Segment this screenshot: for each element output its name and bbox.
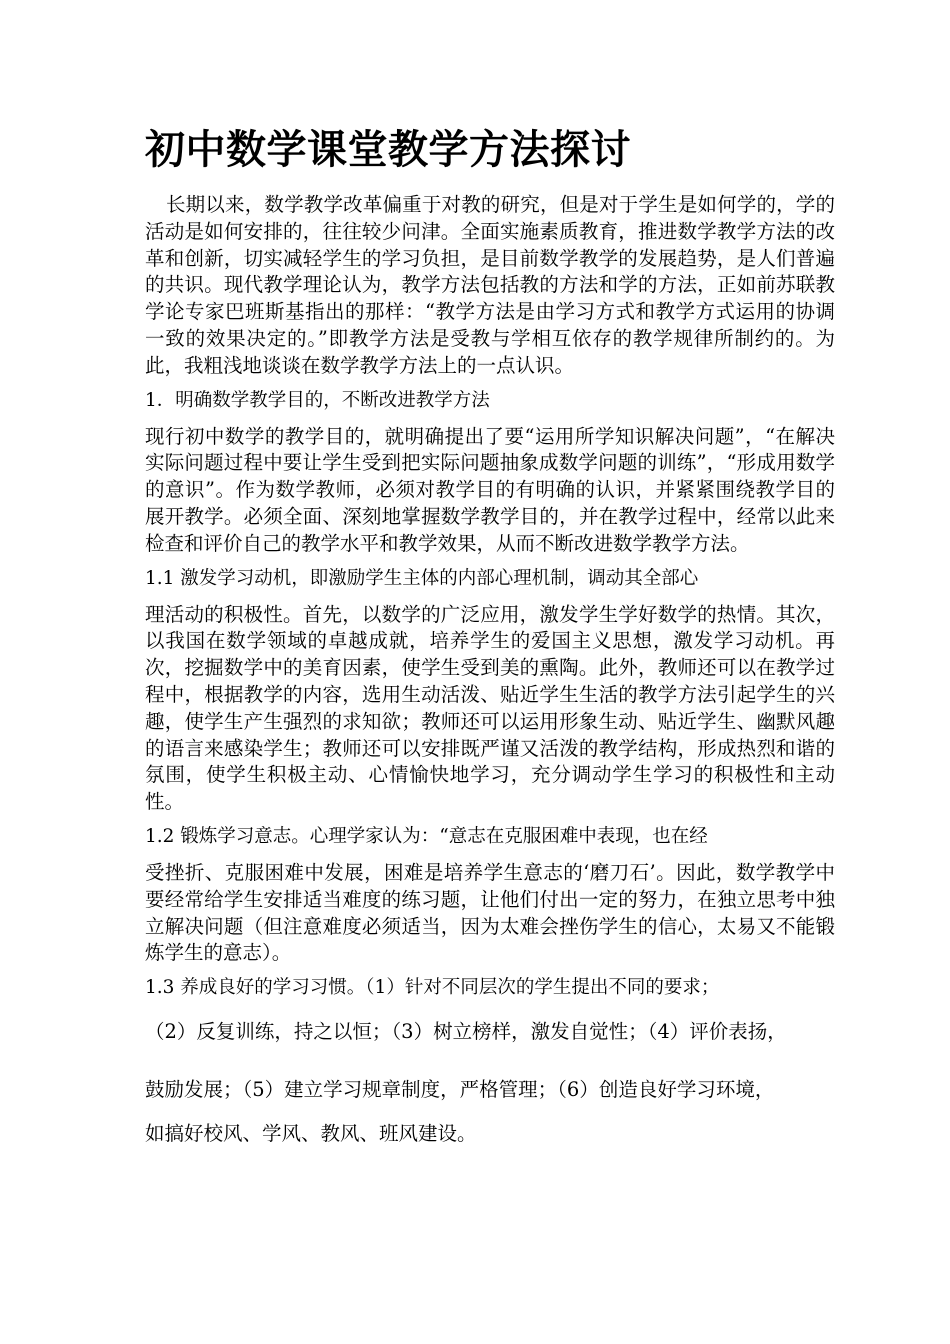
subsection-1-3-line-3: 鼓励发展；（5）建立学习规章制度，严格管理；（6）创造良好学习环境， <box>145 1078 775 1102</box>
subsection-1-1-lead: 1.1 激发学习动机，即激励学生主体的内部心理机制，调动其全部心 <box>145 567 699 589</box>
section-1-heading: 1．明确数学教学目的，不断改进教学方法 <box>145 389 490 411</box>
subsection-1-1-paragraph: 理活动的积极性。首先，以数学的广泛应用，激发学生学好数学的热情。其次，以我国在数学领域的卓越成就，培养学生的爱国主义思想，激发学习动机。再次，挖掘数学中的美育因素，使学生受到美的熏陶。此外，教师还可以在教学过程中，根据教学的内容，选用生动活泼、贴近学生生活的教学方法引起学生的兴趣，使学生产生强烈的求知欲；教师还可以运用形象生动、贴近学生、幽默风趣的语言来感染学生；教师还可以安排既严谨又活泼的教学结构，形成热烈和谐的氛围，使学生积极主动、心情愉快地学习，充分调动学生学习的积极性和主动性。 <box>145 602 835 814</box>
document-title: 初中数学课堂教学方法探讨 <box>145 126 631 173</box>
document-page <box>145 122 835 1156</box>
subsection-1-3-line-2: （2）反复训练，持之以恒；（3）树立榜样，激发自觉性；（4）评价表扬， <box>145 1020 787 1044</box>
subsection-1-2-paragraph: 受挫折、克服困难中发展，困难是培养学生意志的‘磨刀石’。因此，数学教学中要经常给学生安排适当难度的练习题，让他们付出一定的努力，在独立思考中独立解决问题（但注意难度必须适当，因为太难会挫伤学生的信心，太易又不能锻炼学生的意志）。 <box>145 860 835 965</box>
section-1-paragraph: 现行初中数学的教学目的，就明确提出了要“运用所学知识解决问题”，“在解决实际问题过程中要让学生受到把实际问题抽象成数学问题的训练”，“形成用数学的意识”。作为数学教师，必须对教学目的有明确的认识，并紧紧围绕教学目的展开教学。必须全面、深刻地掌握数学教学目的，并在教学过程中，经常以此来检查和评价自己的教学水平和教学效果，从而不断改进数学教学方法。 <box>145 424 835 555</box>
subsection-1-3-lead: 1.3 养成良好的学习习惯。（1）针对不同层次的学生提出不同的要求； <box>145 977 720 999</box>
subsection-1-2-lead: 1.2 锻炼学习意志。心理学家认为：“意志在克服困难中表现，也在经 <box>145 825 708 847</box>
intro-paragraph: 长期以来，数学教学改革偏重于对教的研究，但是对于学生是如何学的，学的活动是如何安排的，往往较少问津。全面实施素质教育，推进数学教学方法的改革和创新，切实减轻学生的学习负担，是目前数学教学的发展趋势，是人们普遍的共识。现代教学理论认为，教学方法包括教的方法和学的方法，正如前苏联教学论专家巴班斯基指出的那样：“教学方法是由学习方式和教学方式运用的协调一致的效果决定的。”即教学方法是受教与学相互依存的教学规律所制约的。为此，我粗浅地谈谈在数学教学方法上的一点认识。 <box>145 193 835 377</box>
subsection-1-3-line-4: 如搞好校风、学风、教风、班风建设。 <box>145 1122 477 1146</box>
